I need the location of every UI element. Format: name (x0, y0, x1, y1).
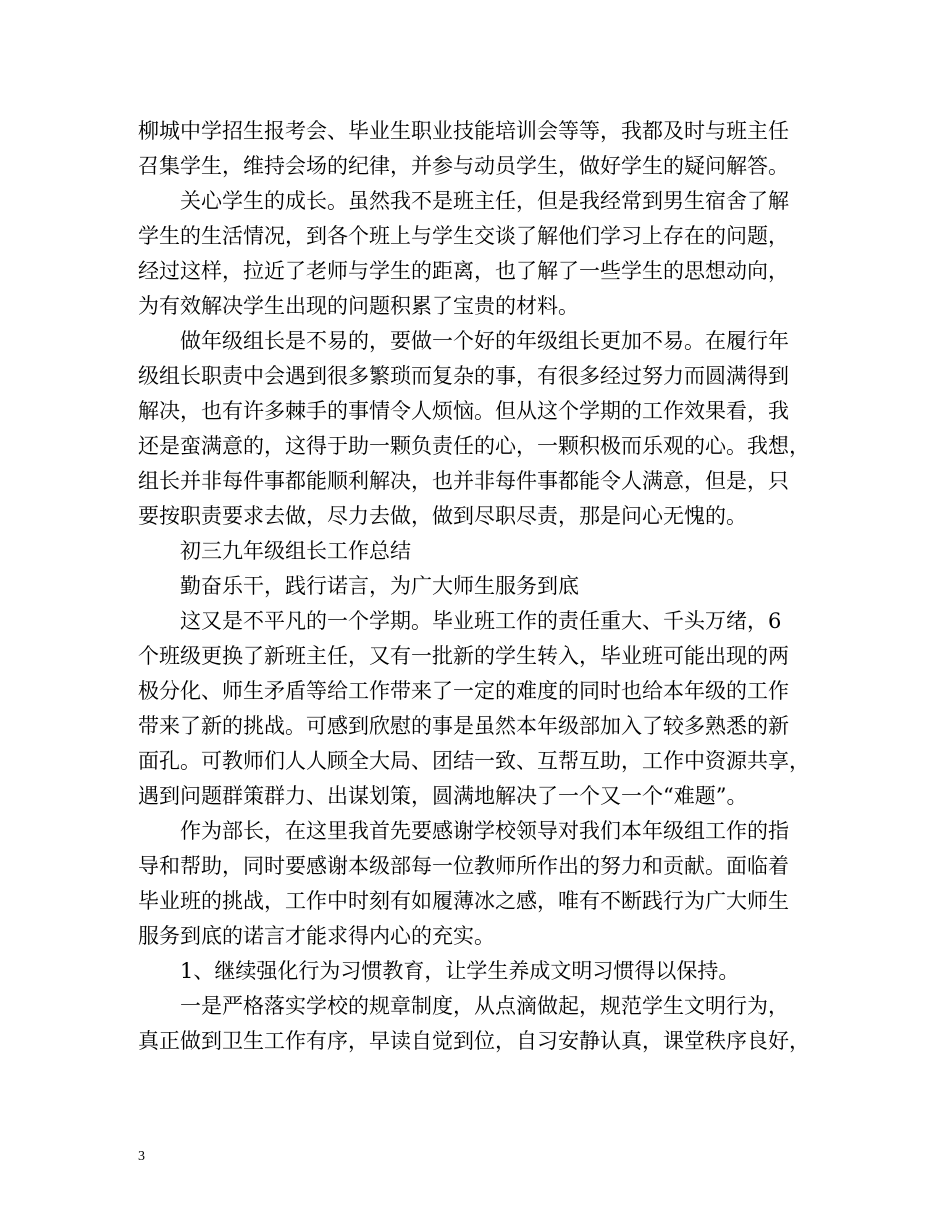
text-line: 遇到问题群策群力、出谋划策，圆满地解决了一个又一个“难题”。 (138, 784, 748, 808)
text-line: 初三九年级组长工作总结 (180, 539, 411, 563)
document-body (138, 114, 828, 1059)
text-line: 为有效解决学生出现的问题积累了宝贵的材料。 (138, 294, 579, 318)
text-line: 还是蛮满意的，这得于助一颗负责任的心，一颗积极而乐观的心。我想， (138, 434, 810, 458)
text-line: 要按职责要求去做，尽力去做，做到尽职尽责，那是问心无愧的。 (138, 504, 747, 528)
text-line: 面孔。可教师们人人顾全大局、团结一致、互帮互助，工作中资源共享， (138, 749, 810, 773)
text-line: 做年级组长是不易的，要做一个好的年级组长更加不易。在履行年 (180, 329, 789, 353)
text-line: 勤奋乐干，践行诺言，为广大师生服务到底 (180, 574, 579, 598)
text-line: 组长并非每件事都能顺利解决，也并非每件事都能令人满意，但是，只 (138, 469, 789, 493)
text-line: 作为部长，在这里我首先要感谢学校领导对我们本年级组工作的指 (180, 819, 789, 843)
text-line: 极分化、师生矛盾等给工作带来了一定的难度的同时也给本年级的工作 (138, 679, 789, 703)
text-line: 经过这样，拉近了老师与学生的距离，也了解了一些学生的思想动向， (138, 259, 789, 283)
text-line: 这又是不平凡的一个学期。毕业班工作的责任重大、千头万绪，6 (180, 609, 782, 633)
text-line: 毕业班的挑战，工作中时刻有如履薄冰之感，唯有不断践行为广大师生 (138, 889, 789, 913)
text-line: 解决，也有许多棘手的事情令人烦恼。但从这个学期的工作效果看，我 (138, 399, 789, 423)
text-line: 个班级更换了新班主任，又有一批新的学生转入，毕业班可能出现的两 (138, 644, 789, 668)
text-line: 导和帮助，同时要感谢本级部每一位教师所作出的努力和贡献。面临着 (138, 854, 789, 878)
text-line: 服务到底的诺言才能求得内心的充实。 (138, 924, 495, 948)
text-line: 关心学生的成长。虽然我不是班主任，但是我经常到男生宿舍了解 (180, 189, 789, 213)
text-line: 学生的生活情况，到各个班上与学生交谈了解他们学习上存在的问题， (138, 224, 789, 248)
page-number: 3 (138, 1149, 145, 1164)
text-line: 带来了新的挑战。可感到欣慰的事是虽然本年级部加入了较多熟悉的新 (138, 714, 789, 738)
text-line: 级组长职责中会遇到很多繁琐而复杂的事，有很多经过努力而圆满得到 (138, 364, 789, 388)
text-line: 真正做到卫生工作有序，早读自觉到位，自习安静认真，课堂秩序良好， (138, 1029, 810, 1053)
text-line: 柳城中学招生报考会、毕业生职业技能培训会等等，我都及时与班主任 (138, 119, 789, 143)
text-line: 一是严格落实学校的规章制度，从点滴做起，规范学生文明行为， (180, 994, 789, 1018)
text-line: 1、继续强化行为习惯教育，让学生养成文明习惯得以保持。 (180, 959, 740, 983)
text-line: 召集学生，维持会场的纪律，并参与动员学生，做好学生的疑问解答。 (138, 154, 789, 178)
